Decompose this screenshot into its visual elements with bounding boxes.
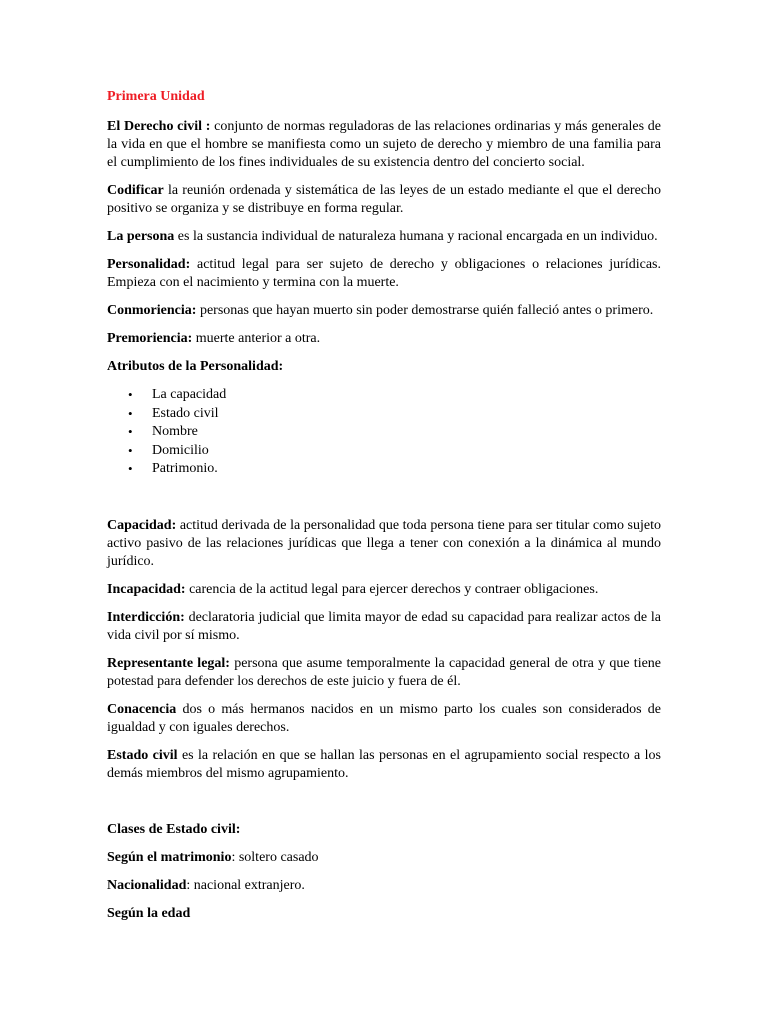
list-item xyxy=(107,423,661,442)
definition-premoriencia xyxy=(107,330,661,348)
definition-incapacidad xyxy=(107,581,661,599)
definition-text: actitud legal para ser sujeto de derecho y obligaciones o relaciones jurídicas. Empieza con el nacimiento y termina con la muerte. xyxy=(107,257,661,290)
list-item-label: La capacidad xyxy=(152,387,227,402)
definition-term: Capacidad: xyxy=(107,517,177,533)
definition-text: : soltero casado xyxy=(231,849,319,865)
paragraph-spacer xyxy=(107,793,661,821)
definition-text: es la relación en que se hallan las personas en el agrupamiento social respecto a los demás miembros del mismo agrupamiento. xyxy=(107,747,662,781)
classes-heading: Clases de Estado civil: xyxy=(107,821,241,837)
list-item-label: Nombre xyxy=(152,424,198,439)
list-item xyxy=(107,386,661,405)
definition-text: carencia de la actitud legal para ejercer derechos y contraer obligaciones. xyxy=(185,581,599,597)
list-item xyxy=(107,442,661,461)
attributes-heading: Atributos de la Personalidad: xyxy=(107,359,284,374)
list-item-label: Domicilio xyxy=(152,442,209,458)
definition-text: dos o más hermanos nacidos en un mismo parto los cuales son considerados de igualdad y con iguales derechos. xyxy=(107,701,661,735)
definition-term: Conacencia xyxy=(107,701,177,717)
definition-text: persona que asume temporalmente la capacidad general de otra y que tiene potestad para defender los derechos de este juicio y fuera de él. xyxy=(107,655,662,689)
definition-term: Premoriencia: xyxy=(107,331,193,346)
definition-text: declaratoria judicial que limita mayor de edad su capacidad para realizar actos de la vida civil por sí mismo. xyxy=(107,609,661,643)
bullet-icon: • xyxy=(128,405,133,421)
class-segun-matrimonio xyxy=(107,849,661,867)
class-nacionalidad xyxy=(107,877,661,895)
list-item-label: Estado civil xyxy=(152,405,219,421)
paragraph-spacer xyxy=(107,489,661,517)
list-item-label: Patrimonio. xyxy=(152,461,218,476)
definition-term: Representante legal: xyxy=(107,655,230,671)
segun-edad-heading: Según la edad xyxy=(107,905,191,921)
definition-text: es la sustancia individual de naturaleza humana y racional encargada en un individuo. xyxy=(174,229,658,244)
definition-term: Nacionalidad xyxy=(107,877,187,893)
definition-term: Estado civil xyxy=(107,747,178,763)
definition-conacencia xyxy=(107,701,661,737)
definition-term: La persona xyxy=(107,229,175,244)
definition-text: la reunión ordenada y sistemática de las leyes de un estado mediante el que el derecho positivo se organiza y se distribuye en forma regular. xyxy=(107,183,661,216)
definition-personalidad xyxy=(107,256,661,292)
definition-text: conjunto de normas reguladoras de las relaciones ordinarias y más generales de la vida en que el hombre se manifiesta como un sujeto de derecho y miembro de una familia para el cumplimiento de los fines individuales de su existencia dentro del concierto social. xyxy=(107,119,661,170)
definition-representante-legal xyxy=(107,655,661,691)
definition-term: Codificar xyxy=(107,183,164,198)
unit-title: Primera Unidad xyxy=(107,89,205,104)
definition-text: muerte anterior a otra. xyxy=(192,331,321,346)
list-item xyxy=(107,460,661,479)
definition-term: Según el matrimonio xyxy=(107,849,232,865)
list-item xyxy=(107,405,661,424)
definition-interdiccion xyxy=(107,609,661,645)
definition-codificar xyxy=(107,182,661,218)
bullet-icon: • xyxy=(128,461,133,476)
definition-text: actitud derivada de la personalidad que toda persona tiene para ser titular como sujeto activo pasivo de las relaciones jurídicas que llega a tener con conexión a la dinámica al mundo jurídico. xyxy=(107,517,661,569)
definition-capacidad xyxy=(107,517,661,571)
definition-text: personas que hayan muerto sin poder demostrarse quién falleció antes o primero. xyxy=(196,303,654,318)
bullet-icon: • xyxy=(128,424,133,439)
definition-term: El Derecho civil : xyxy=(107,119,211,134)
definition-term: Interdicción: xyxy=(107,609,185,625)
definition-term: Conmoriencia: xyxy=(107,303,197,318)
definition-derecho-civil xyxy=(107,118,661,172)
definition-persona xyxy=(107,228,661,246)
definition-text: : nacional extranjero. xyxy=(186,877,305,893)
bullet-icon: • xyxy=(128,387,133,402)
definition-estado-civil xyxy=(107,747,661,783)
definition-term: Incapacidad: xyxy=(107,581,186,597)
attributes-list xyxy=(107,386,661,479)
bullet-icon: • xyxy=(128,442,133,458)
definition-conmoriencia xyxy=(107,302,661,320)
definition-term: Personalidad: xyxy=(107,257,191,272)
document-page xyxy=(107,88,661,933)
